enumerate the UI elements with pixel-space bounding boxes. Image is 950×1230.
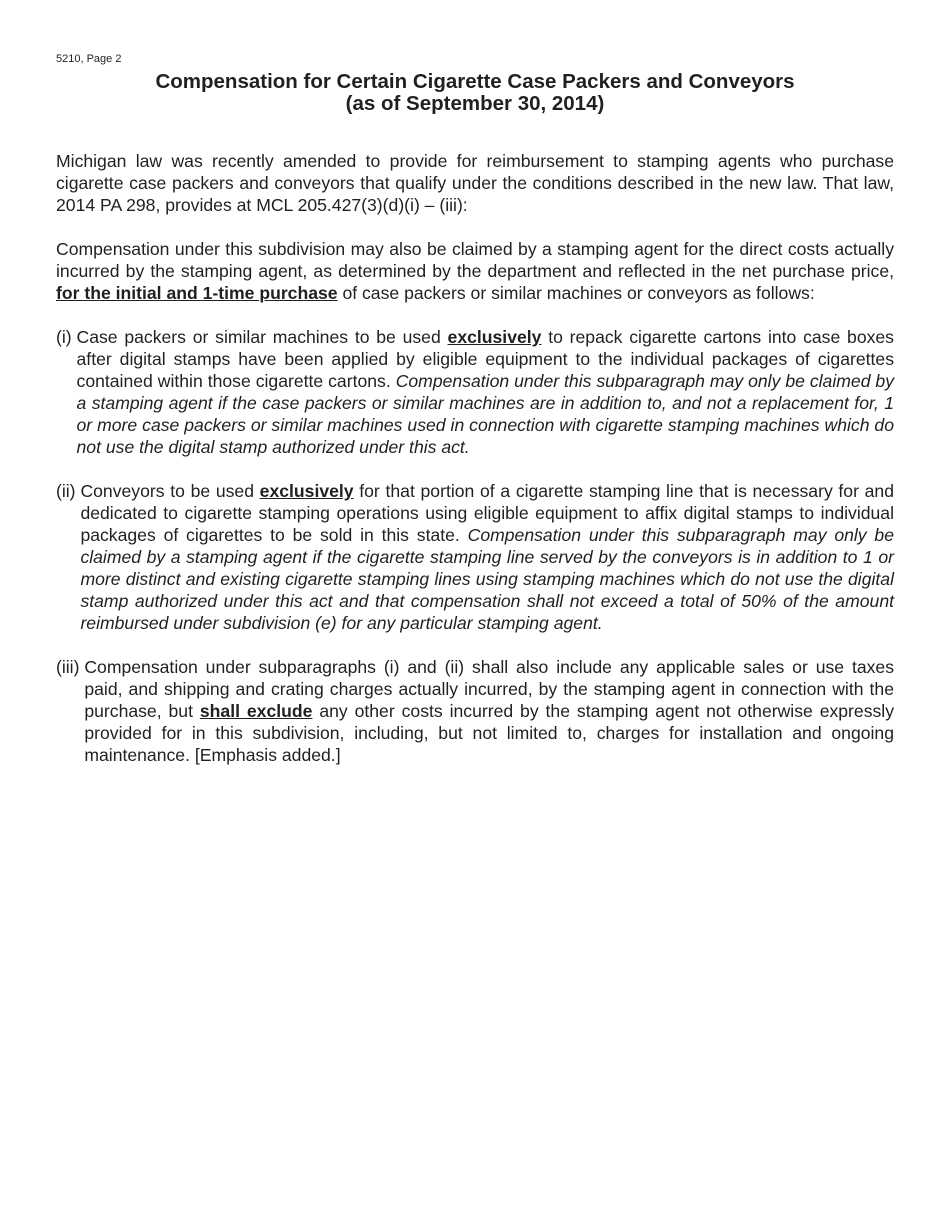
title-line-1: Compensation for Certain Cigarette Case Packers and Conveyors (155, 70, 795, 93)
subparagraph-content (84, 656, 894, 766)
quote-paragraph (56, 238, 894, 304)
subparagraph-text-before: Conveyors to be used (80, 481, 260, 501)
subparagraph-content (80, 480, 894, 634)
subparagraph-content (77, 326, 894, 458)
subparagraph-italic-text: Compensation under this subparagraph may only be claimed by a stamping agent if the case packers or similar machines are in addition to, and not a replacement for, 1 or more case packers or similar machines used in connection with cigarette stamping machines which do not use the digital stamp authorized under this act. (76, 371, 895, 457)
subparagraph-emphasis: exclusively (259, 481, 354, 501)
subparagraph-i (56, 326, 894, 458)
subparagraph-text-middle: for that portion of a cigarette stamping line that is necessary for and dedicated to cigarette stamping operations using eligible equipment to affix digital stamps to individual packages of cigarettes to be sold in this state. (80, 481, 894, 545)
subparagraph-iii (56, 656, 894, 766)
subparagraph-italic-text: Compensation under this subparagraph may only be claimed by a stamping agent if the cigarette stamping line served by the conveyors is in addition to 1 or more distinct and existing cigarette stamping lines using stamping machines which do not use the digital stamp authorized under this act and that compensation shall not exceed a total of 50% of the amount reimbursed under subdivision (e) for any particular stamping agent. (80, 525, 894, 633)
subparagraph-text-before: Compensation under subparagraphs (i) and (ii) shall also include any applicable sales or use taxes paid, and shipping and crating charges actually incurred, by the stamping agent in connection with the purchase, but (84, 657, 894, 721)
subparagraph-text-middle: to repack cigarette cartons into case boxes after digital stamps have been applied by eligible equipment to the individual packages of cigarettes contained within those cigarette cartons. (76, 327, 894, 391)
subparagraph-number: (ii) (56, 481, 81, 501)
subparagraph-ii (56, 480, 894, 634)
subparagraph-text-middle: any other costs incurred by the stamping agent not otherwise expressly provided for in this subdivision, including, but not limited to, charges for installation and ongoing maintenance. [Emphasis added.] (84, 701, 895, 765)
page-title (56, 71, 894, 115)
form-page-label: 5210, Page 2 (56, 53, 122, 65)
subparagraph-emphasis: exclusively (447, 327, 542, 347)
subparagraph-number: (iii) (56, 657, 85, 677)
quote-emphasis: for the initial and 1-time purchase (56, 283, 338, 303)
subparagraph-number: (i) (56, 327, 77, 347)
subparagraph-text-before: Case packers or similar machines to be used (76, 327, 448, 347)
document-page (56, 52, 894, 766)
subparagraph-emphasis: shall exclude (199, 701, 313, 721)
quote-text-before: Compensation under this subdivision may also be claimed by a stamping agent for the direct costs actually incurred by the stamping agent, as determined by the department and reflected in the net purchase price, (56, 239, 894, 281)
title-line-2: (as of September 30, 2014) (345, 92, 605, 115)
intro-paragraph: Michigan law was recently amended to provide for reimbursement to stamping agents who purchase cigarette case packers and conveyors that qualify under the conditions described in the new law. That law, 2014 PA 298, provides at MCL 205.427(3)(d)(i) – (iii): (56, 151, 894, 215)
quote-text-after: of case packers or similar machines or conveyors as follows: (337, 283, 815, 303)
